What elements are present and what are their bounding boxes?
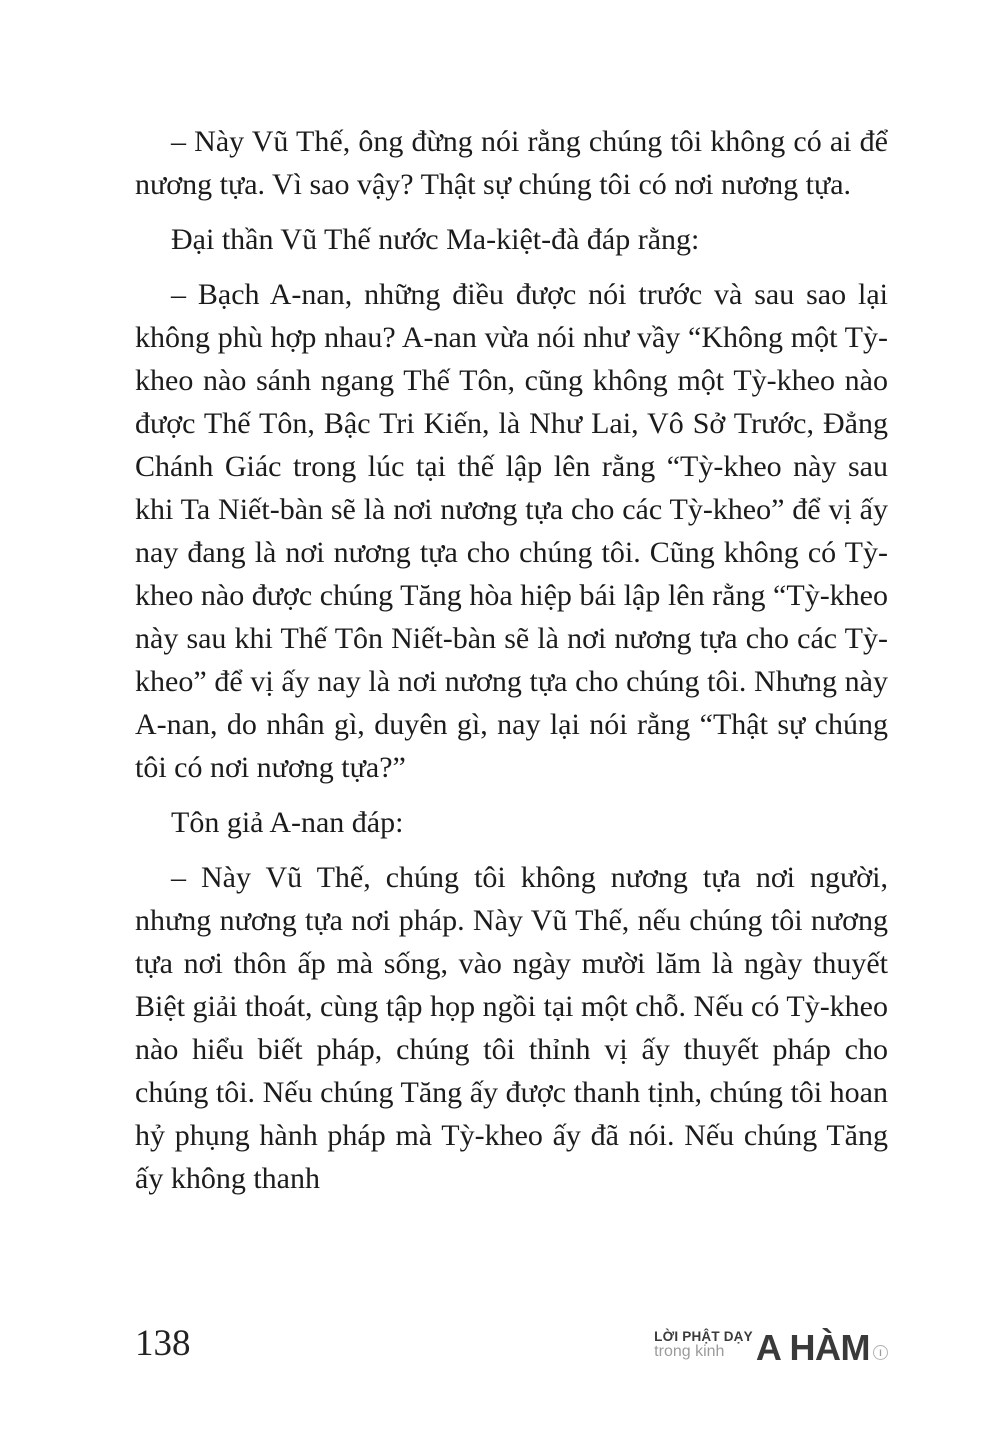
paragraph-5: – Này Vũ Thế, chúng tôi không nương tựa nơi người, nhưng nương tựa nơi pháp. Này Vũ Thế, nếu chúng tôi nương tựa nơi thôn ấp mà sống, vào ngày mười lăm là ngày thuyết Biệt giải thoát, cùng tập họp ngồi tại một chỗ. Nếu có Tỳ-kheo nào hiểu biết pháp, chúng tôi thỉnh vị ấy thuyết pháp cho chúng tôi. Nếu chúng Tăng ấy được thanh tịnh, chúng tôi hoan hỷ phụng hành pháp mà Tỳ-kheo ấy đã nói. Nếu chúng Tăng ấy không thanh	[135, 861, 888, 1195]
paragraph-4: Tôn giả A-nan đáp:	[171, 806, 404, 839]
logo-book-title: A HÀM	[755, 1326, 870, 1368]
paragraph-3: – Bạch A-nan, những điều được nói trước và sau sao lại không phù hợp nhau? A-nan vừa nói như vầy “Không một Tỳ-kheo nào sánh ngang Thế Tôn, cũng không một Tỳ-kheo nào được Thế Tôn, Bậc Tri Kiến, là Như Lai, Vô Sở Trước, Đẳng Chánh Giác trong lúc tại thế lập lên rằng “Tỳ-kheo này sau khi Ta Niết-bàn sẽ là nơi nương tựa cho các Tỳ-kheo” để vị ấy nay đang là nơi nương tựa cho chúng tôi. Cũng không có Tỳ-kheo nào được chúng Tăng hòa hiệp bái lập lên rằng “Tỳ-kheo này sau khi Thế Tôn Niết-bàn sẽ là nơi nương tựa cho các Tỳ-kheo” để vị ấy nay là nơi nương tựa cho chúng tôi. Nhưng này A-nan, do nhân gì, duyên gì, nay lại nói rằng “Thật sự chúng tôi có nơi nương tựa?”	[135, 278, 888, 784]
body-text	[135, 120, 888, 1200]
page-number: 138	[135, 1323, 191, 1364]
page-footer	[135, 1316, 888, 1368]
paragraph-2: Đại thần Vũ Thế nước Ma-kiệt-đà đáp rằng:	[171, 223, 700, 256]
volume-badge-icon: I	[873, 1345, 888, 1360]
book-series-logo	[654, 1326, 888, 1368]
logo-subtitle-stack	[654, 1330, 753, 1363]
logo-series-name: LỜI PHẬT DẠY	[654, 1328, 753, 1344]
logo-series-sub: trong kinh	[654, 1343, 725, 1360]
paragraph-1: – Này Vũ Thế, ông đừng nói rằng chúng tôi không có ai để nương tựa. Vì sao vậy? Thật sự chúng tôi có nơi nương tựa.	[135, 125, 888, 201]
